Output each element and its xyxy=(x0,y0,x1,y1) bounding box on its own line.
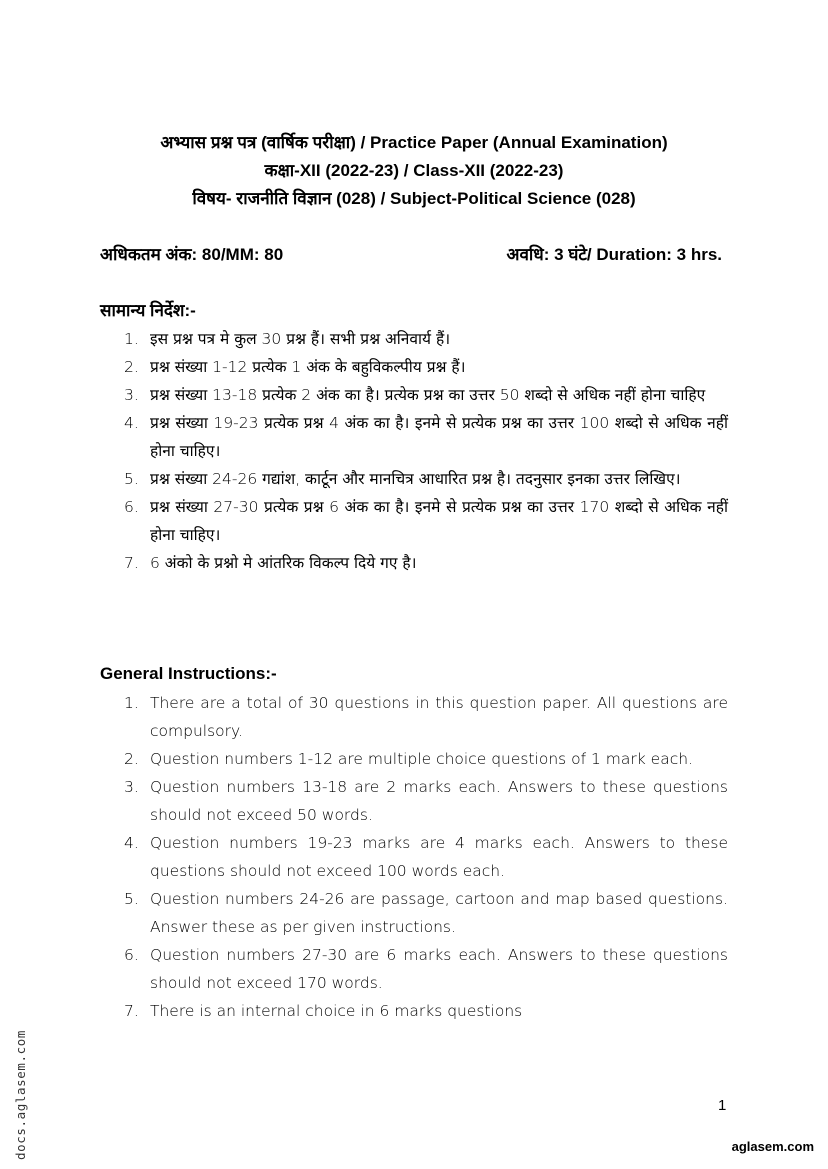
general-instructions-list xyxy=(100,689,728,1025)
item-number: 6. xyxy=(124,946,139,964)
duration: अवधि: 3 घंटे/ Duration: 3 hrs. xyxy=(506,245,722,264)
item-number: 5. xyxy=(124,470,139,488)
subject-line: विषय- राजनीति विज्ञान (028) / Subject-Political Science (028) xyxy=(192,189,636,208)
item-number: 4. xyxy=(124,414,139,432)
item-text: Question numbers 24-26 are passage, cartoon and map based questions. Answer these as per given instructions. xyxy=(150,890,728,936)
item-number: 7. xyxy=(124,554,139,572)
item-text: Question numbers 1-12 are multiple choice questions of 1 mark each. xyxy=(150,750,693,768)
item-number: 4. xyxy=(124,834,139,852)
list-item xyxy=(100,325,728,353)
class-line: कक्षा-XII (2022-23) / Class-XII (2022-23) xyxy=(264,161,564,180)
item-text: प्रश्न संख्या 27-30 प्रत्येक प्रश्न 6 अंक का है। इनमे से प्रत्येक प्रश्न का उत्तर 170 शब्दो से अधिक नहीं होना चाहिए। xyxy=(150,498,728,544)
item-text: इस प्रश्न पत्र मे कुल 30 प्रश्न हैं। सभी प्रश्न अनिवार्य हैं। xyxy=(150,330,451,348)
item-number: 6. xyxy=(124,498,139,516)
list-item xyxy=(100,409,728,465)
item-text: प्रश्न संख्या 1-12 प्रत्येक 1 अंक के बहुविकल्पीय प्रश्न हैं। xyxy=(150,358,466,376)
list-item xyxy=(100,381,728,409)
item-number: 2. xyxy=(124,358,139,376)
max-marks: अधिकतम अंक: 80/MM: 80 xyxy=(100,245,284,264)
list-item xyxy=(100,997,728,1025)
paper-header xyxy=(0,129,828,213)
list-item xyxy=(100,885,728,941)
footer-site-link[interactable]: aglasem.com xyxy=(731,1139,814,1154)
item-number: 3. xyxy=(124,386,139,404)
item-number: 1. xyxy=(124,330,139,348)
paper-title: अभ्यास प्रश्न पत्र (वार्षिक परीक्षा) / Practice Paper (Annual Examination) xyxy=(160,133,668,152)
item-number: 5. xyxy=(124,890,139,908)
hindi-instructions-title: सामान्य निर्देश:- xyxy=(100,301,196,320)
item-text: There are a total of 30 questions in this question paper. All questions are compulsory. xyxy=(150,694,728,740)
general-instructions-title: General Instructions:- xyxy=(100,664,277,683)
item-text: 6 अंको के प्रश्नो मे आंतरिक विकल्प दिये गए है। xyxy=(150,554,417,572)
item-number: 3. xyxy=(124,778,139,796)
list-item xyxy=(100,493,728,549)
list-item xyxy=(100,353,728,381)
list-item xyxy=(100,465,728,493)
hindi-instructions-list xyxy=(100,325,728,577)
item-text: प्रश्न संख्या 13-18 प्रत्येक 2 अंक का है। प्रत्येक प्रश्न का उत्तर 50 शब्दो से अधिक नहीं होना चाहिए xyxy=(150,386,706,404)
side-watermark: docs.aglasem.com xyxy=(13,1029,28,1160)
list-item xyxy=(100,829,728,885)
item-number: 2. xyxy=(124,750,139,768)
item-number: 1. xyxy=(124,694,139,712)
item-number: 7. xyxy=(124,1002,139,1020)
item-text: प्रश्न संख्या 19-23 प्रत्येक प्रश्न 4 अंक का है। इनमे से प्रत्येक प्रश्न का उत्तर 100 शब्दो से अधिक नहीं होना चाहिए। xyxy=(150,414,728,460)
list-item xyxy=(100,745,728,773)
list-item xyxy=(100,689,728,745)
item-text: Question numbers 13-18 are 2 marks each. Answers to these questions should not exceed 50 words. xyxy=(150,778,728,824)
page-number: 1 xyxy=(718,1097,727,1114)
list-item xyxy=(100,773,728,829)
item-text: प्रश्न संख्या 24-26 गद्यांश, कार्टून और मानचित्र आधारित प्रश्न है। तदनुसार इनका उत्तर लिखिए। xyxy=(150,470,681,488)
list-item xyxy=(100,941,728,997)
item-text: There is an internal choice in 6 marks questions xyxy=(150,1002,523,1020)
list-item xyxy=(100,549,728,577)
marks-duration-row xyxy=(100,242,722,268)
item-text: Question numbers 19-23 marks are 4 marks each. Answers to these questions should not exceed 100 words each. xyxy=(150,834,728,880)
item-text: Question numbers 27-30 are 6 marks each. Answers to these questions should not exceed 170 words. xyxy=(150,946,728,992)
